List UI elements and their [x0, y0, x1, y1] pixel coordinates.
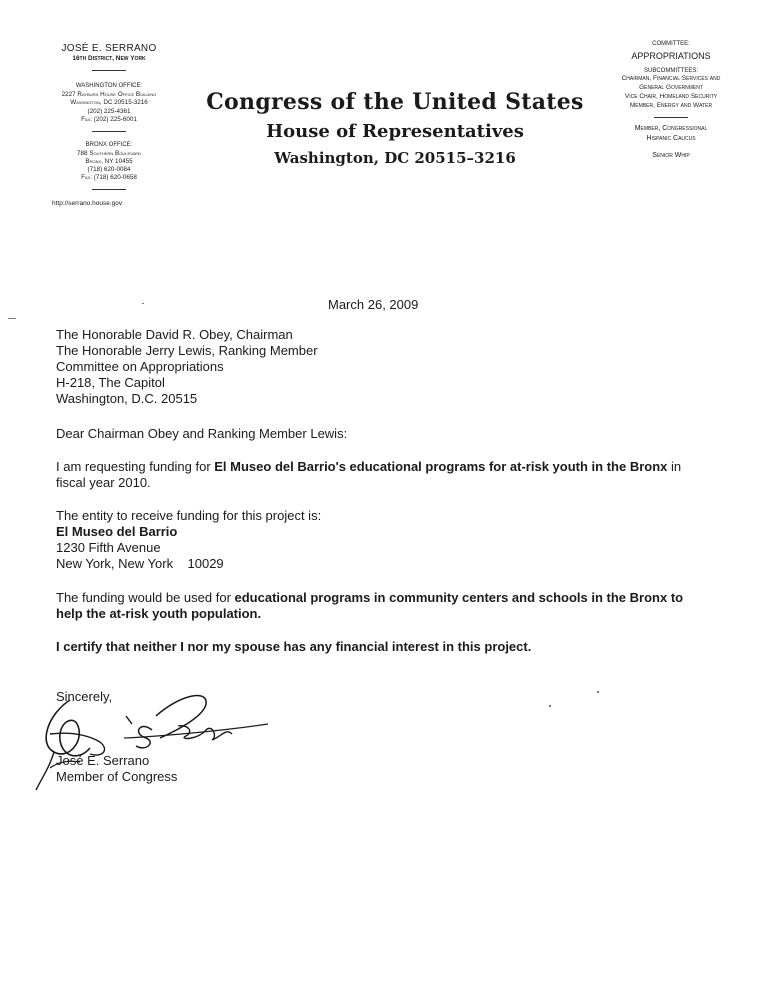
request-text: I am requesting funding for — [56, 459, 215, 474]
subcommittees-label: SUBCOMMITTEES: — [643, 68, 698, 75]
entity-name: El Museo del Barrio — [56, 524, 178, 539]
use-paragraph — [56, 590, 691, 622]
scan-mark — [549, 705, 551, 707]
washington-office-line: Fax: (202) 225-6001 — [81, 115, 137, 123]
entity-street: 1230 Fifth Avenue — [56, 540, 161, 555]
website-link[interactable]: http://serrano.house.gov — [52, 200, 123, 208]
bronx-office-line: 788 Southern Boulevard — [77, 149, 141, 157]
divider — [92, 70, 126, 71]
letterhead-city: Washington, DC 20515–3216 — [274, 149, 516, 167]
washington-office-line: 2227 Rayburn House Office Building — [61, 91, 157, 99]
bronx-office-line: Bronx, NY 10455 — [85, 157, 133, 165]
subcommittee-line: General Government — [639, 84, 703, 92]
washington-office-label: WASHINGTON OFFICE: — [75, 83, 143, 90]
membership-line: Member, Congressional — [634, 125, 708, 133]
closing: Sincerely, — [56, 689, 113, 704]
bronx-office-line: (718) 620-0084 — [87, 166, 131, 174]
divider — [92, 189, 126, 190]
divider — [654, 117, 688, 118]
request-text-end: in fiscal year 2010. — [56, 459, 682, 490]
letter-date: March 26, 2009 — [328, 297, 419, 312]
signature-block — [56, 753, 696, 785]
committee-name: APPROPRIATIONS — [631, 51, 711, 62]
addressee-line: H-218, The Capitol — [56, 375, 165, 390]
bronx-office-line: Fax: (718) 620-0658 — [81, 174, 137, 182]
subcommittee-line: Member, Energy and Water — [629, 101, 713, 109]
request-paragraph — [56, 459, 686, 491]
bronx-office-label: BRONX OFFICE: — [85, 141, 133, 148]
letterhead-subtitle: House of Representatives — [266, 121, 524, 142]
signer-title: Member of Congress — [56, 769, 178, 784]
entity-city: New York, New York 10029 — [56, 556, 224, 571]
right-letterhead — [590, 40, 752, 161]
certification: I certify that neither I nor my spouse has any financial interest in this project. — [56, 639, 532, 654]
scan-mark — [142, 303, 144, 304]
addressee-block — [56, 327, 696, 407]
use-purpose: educational programs in community centers and schools in the Bronx to help the at-risk youth population. — [56, 590, 684, 621]
addressee-line: The Honorable Jerry Lewis, Ranking Member — [56, 343, 318, 358]
senior-whip: Senior Whip — [652, 152, 690, 160]
signer-name: José E. Serrano — [56, 753, 150, 768]
committee-label: COMMITTEE: — [652, 41, 690, 47]
use-text: The funding would be used for — [56, 590, 235, 605]
member-name: JOSÉ E. SERRANO — [61, 43, 157, 54]
request-project: El Museo del Barrio's educational programs for at-risk youth in the Bronx — [214, 459, 668, 474]
subcommittee-line: Vice Chair, Homeland Security — [624, 92, 718, 100]
letterhead-title: Congress of the United States — [206, 89, 584, 115]
addressee-line: The Honorable David R. Obey, Chairman — [56, 327, 293, 342]
addressee-line: Washington, D.C. 20515 — [56, 391, 198, 406]
entity-intro: The entity to receive funding for this project is: — [56, 508, 322, 523]
scan-mark — [8, 318, 16, 319]
membership-line: Hispanic Caucus — [646, 134, 696, 142]
washington-office-line: (202) 225-4361 — [87, 107, 131, 115]
salutation: Dear Chairman Obey and Ranking Member Lewis: — [56, 426, 348, 441]
addressee-line: Committee on Appropriations — [56, 359, 224, 374]
district: 16th District, New York — [72, 55, 146, 62]
entity-block — [56, 508, 696, 572]
left-letterhead — [30, 42, 188, 209]
divider — [92, 131, 126, 132]
washington-office-line: Washington, DC 20515-3216 — [70, 99, 148, 107]
subcommittee-line: Chairman, Financial Services and — [621, 75, 721, 83]
